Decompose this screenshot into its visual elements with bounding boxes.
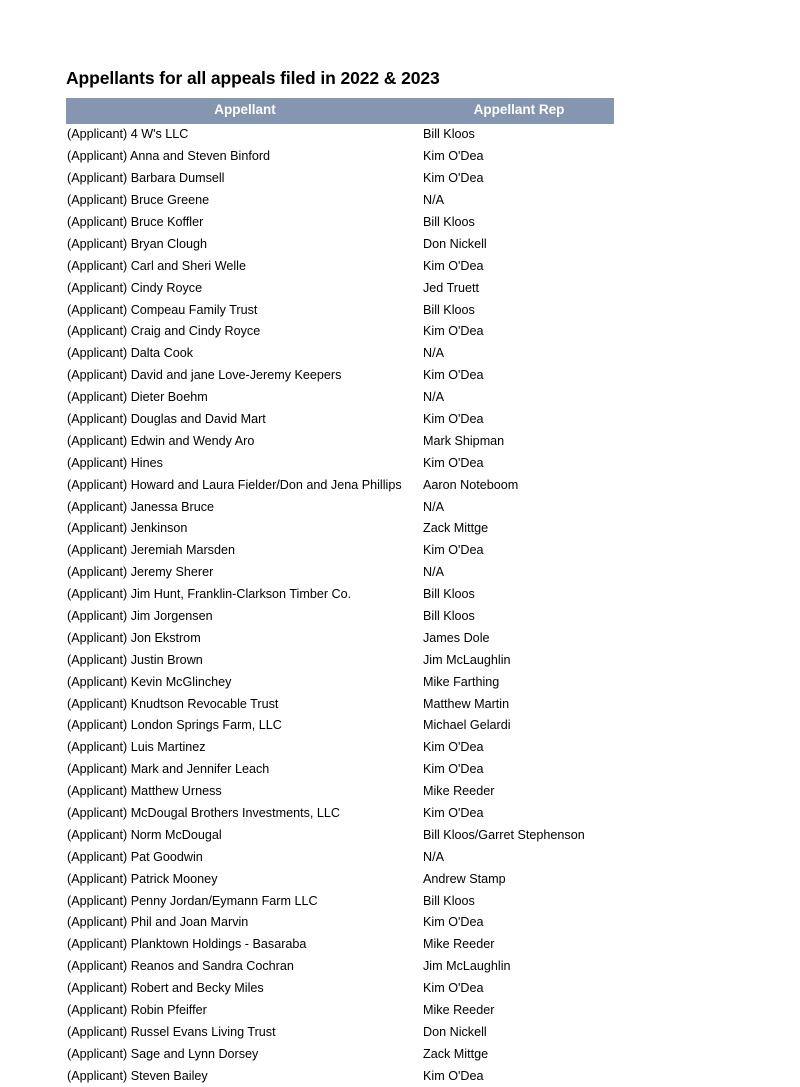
table-row	[66, 496, 614, 518]
cell-appellant: (Applicant) Pat Goodwin	[67, 849, 203, 864]
table-row	[66, 211, 614, 233]
appellant-rep-text: Matthew Martin	[423, 696, 510, 711]
cell-appellant-rep	[424, 605, 614, 627]
table-row	[66, 978, 614, 1000]
cell-appellant: (Applicant) Douglas and David Mart	[67, 411, 266, 426]
table-row	[66, 233, 614, 255]
cell-appellant: (Applicant) Bryan Clough	[67, 236, 208, 251]
cell-appellant-rep	[424, 168, 614, 190]
cell-appellant-rep	[424, 430, 614, 452]
cell-appellant-rep	[424, 978, 614, 1000]
cell-appellant: (Applicant) Patrick Mooney	[67, 871, 218, 886]
cell-appellant: (Applicant) Edwin and Wendy Aro	[67, 433, 255, 448]
appellant-rep-text: Andrew Stamp	[423, 871, 506, 886]
table-row	[66, 430, 614, 452]
appellants-table	[66, 98, 614, 1087]
cell-appellant: (Applicant) Russel Evans Living Trust	[67, 1024, 276, 1039]
table-row	[66, 890, 614, 912]
table-row	[66, 912, 614, 934]
cell-appellant-rep	[424, 715, 614, 737]
table-row	[66, 649, 614, 671]
table-header	[66, 98, 614, 124]
cell-appellant-rep	[424, 474, 614, 496]
appellant-rep-text: Kim O'Dea	[423, 805, 484, 820]
page-title: Appellants for all appeals filed in 2022 & 2023	[66, 68, 440, 88]
appellant-rep-text: Jim McLaughlin	[423, 959, 511, 974]
table-row	[66, 365, 614, 387]
cell-appellant-rep	[424, 562, 614, 584]
table-row	[66, 868, 614, 890]
appellant-rep-text: Mike Farthing	[423, 674, 500, 689]
appellant-rep-text: Kim O'Dea	[423, 762, 484, 777]
table-row	[66, 627, 614, 649]
appellant-rep-text: Bill Kloos/Garret Stephenson	[423, 827, 585, 842]
table-row	[66, 540, 614, 562]
cell-appellant-rep	[424, 737, 614, 759]
cell-appellant-rep	[424, 956, 614, 978]
cell-appellant: (Applicant) Jeremiah Marsden	[67, 543, 235, 558]
cell-appellant-rep	[424, 540, 614, 562]
table-row	[66, 321, 614, 343]
appellant-rep-text: Jim McLaughlin	[423, 652, 511, 667]
appellant-rep-text: Don Nickell	[423, 1024, 487, 1039]
table-row	[66, 1043, 614, 1065]
cell-appellant: (Applicant) London Springs Farm, LLC	[67, 718, 282, 733]
table-row	[66, 299, 614, 321]
table-row	[66, 474, 614, 496]
appellant-rep-text: Bill Kloos	[423, 302, 475, 317]
cell-appellant-rep	[424, 365, 614, 387]
cell-appellant: (Applicant) Luis Martinez	[67, 740, 206, 755]
table-row	[66, 146, 614, 168]
cell-appellant: (Applicant) Mark and Jennifer Leach	[67, 762, 270, 777]
cell-appellant-rep	[424, 299, 614, 321]
cell-appellant: (Applicant) Robert and Becky Miles	[67, 981, 264, 996]
column-header-appellant-rep: Appellant Rep	[424, 98, 614, 124]
table-body	[66, 124, 614, 1087]
table-row	[66, 737, 614, 759]
cell-appellant-rep	[424, 649, 614, 671]
appellant-rep-text: Kim O'Dea	[423, 1068, 484, 1083]
appellant-rep-text: Bill Kloos	[423, 214, 475, 229]
cell-appellant-rep	[424, 146, 614, 168]
appellant-rep-text: Kim O'Dea	[423, 149, 484, 164]
table-row	[66, 584, 614, 606]
cell-appellant-rep	[424, 802, 614, 824]
appellant-rep-text: Kim O'Dea	[423, 411, 484, 426]
cell-appellant-rep	[424, 627, 614, 649]
cell-appellant-rep	[424, 934, 614, 956]
cell-appellant: (Applicant) Steven Bailey	[67, 1068, 208, 1083]
cell-appellant: (Applicant) Jenkinson	[67, 521, 188, 536]
cell-appellant: (Applicant) Dalta Cook	[67, 346, 193, 361]
cell-appellant-rep	[424, 387, 614, 409]
table-row	[66, 255, 614, 277]
cell-appellant: (Applicant) Penny Jordan/Eymann Farm LLC	[67, 893, 318, 908]
table-row	[66, 343, 614, 365]
table-row	[66, 802, 614, 824]
cell-appellant-rep	[424, 343, 614, 365]
appellant-rep-text: N/A	[423, 565, 444, 580]
cell-appellant: (Applicant) Jim Jorgensen	[67, 608, 213, 623]
cell-appellant: (Applicant) David and jane Love-Jeremy Keepers	[67, 368, 342, 383]
appellant-rep-text: Kim O'Dea	[423, 740, 484, 755]
cell-appellant: (Applicant) Dieter Boehm	[67, 390, 208, 405]
table-row	[66, 277, 614, 299]
appellant-rep-text: Mark Shipman	[423, 433, 505, 448]
cell-appellant: (Applicant) Janessa Bruce	[67, 499, 214, 514]
cell-appellant: (Applicant) Kevin McGlinchey	[67, 674, 232, 689]
cell-appellant: (Applicant) Compeau Family Trust	[67, 302, 258, 317]
cell-appellant-rep	[424, 912, 614, 934]
table-row	[66, 956, 614, 978]
appellant-rep-text: N/A	[423, 499, 444, 514]
appellant-rep-text: Kim O'Dea	[423, 915, 484, 930]
cell-appellant: (Applicant) Barbara Dumsell	[67, 171, 225, 186]
appellant-rep-text: Bill Kloos	[423, 893, 475, 908]
table-header-row	[66, 98, 614, 124]
table-row	[66, 934, 614, 956]
appellant-rep-text: Kim O'Dea	[423, 543, 484, 558]
appellant-rep-text: Zack Mittge	[423, 521, 489, 536]
cell-appellant-rep	[424, 1021, 614, 1043]
cell-appellant-rep	[424, 824, 614, 846]
cell-appellant: (Applicant) Jeremy Sherer	[67, 565, 214, 580]
cell-appellant-rep	[424, 781, 614, 803]
cell-appellant: (Applicant) Anna and Steven Binford	[67, 149, 271, 164]
table-row	[66, 605, 614, 627]
cell-appellant-rep	[424, 846, 614, 868]
cell-appellant-rep	[424, 124, 614, 146]
cell-appellant: (Applicant) Bruce Greene	[67, 193, 210, 208]
appellant-rep-text: Kim O'Dea	[423, 455, 484, 470]
cell-appellant: (Applicant) Howard and Laura Fielder/Don and Jena Phillips	[67, 477, 402, 492]
cell-appellant-rep	[424, 868, 614, 890]
cell-appellant-rep	[424, 321, 614, 343]
table-row	[66, 781, 614, 803]
appellant-rep-text: N/A	[423, 849, 444, 864]
cell-appellant-rep	[424, 671, 614, 693]
cell-appellant-rep	[424, 1000, 614, 1022]
table-row	[66, 518, 614, 540]
cell-appellant-rep	[424, 452, 614, 474]
cell-appellant-rep	[424, 1043, 614, 1065]
appellant-rep-text: N/A	[423, 346, 444, 361]
appellant-rep-text: Jed Truett	[423, 280, 480, 295]
cell-appellant-rep	[424, 496, 614, 518]
appellant-rep-text: Kim O'Dea	[423, 368, 484, 383]
cell-appellant-rep	[424, 1065, 614, 1087]
appellant-rep-text: Michael Gelardi	[423, 718, 511, 733]
cell-appellant: (Applicant) Craig and Cindy Royce	[67, 324, 261, 339]
cell-appellant: (Applicant) Knudtson Revocable Trust	[67, 696, 279, 711]
cell-appellant: (Applicant) Robin Pfeiffer	[67, 1003, 207, 1017]
table-row	[66, 1021, 614, 1043]
appellant-rep-text: Don Nickell	[423, 236, 487, 251]
appellant-rep-text: Bill Kloos	[423, 587, 475, 602]
table-row	[66, 824, 614, 846]
table-row	[66, 1065, 614, 1087]
table-row	[66, 759, 614, 781]
table-row	[66, 168, 614, 190]
cell-appellant-rep	[424, 693, 614, 715]
appellant-rep-text: Kim O'Dea	[423, 258, 484, 273]
table-row	[66, 408, 614, 430]
table-row	[66, 562, 614, 584]
appellant-rep-text: Aaron Noteboom	[423, 477, 519, 492]
cell-appellant-rep	[424, 211, 614, 233]
appellant-rep-text: N/A	[423, 193, 444, 208]
cell-appellant-rep	[424, 890, 614, 912]
table-row	[66, 671, 614, 693]
table-row	[66, 190, 614, 212]
appellant-rep-text: N/A	[423, 390, 444, 405]
cell-appellant: (Applicant) Matthew Urness	[67, 784, 222, 799]
cell-appellant: (Applicant) Justin Brown	[67, 652, 203, 667]
table-row	[66, 1000, 614, 1022]
cell-appellant-rep	[424, 584, 614, 606]
cell-appellant-rep	[424, 277, 614, 299]
cell-appellant-rep	[424, 233, 614, 255]
cell-appellant: (Applicant) Bruce Koffler	[67, 214, 204, 229]
appellant-rep-text: Mike Reeder	[423, 784, 495, 799]
appellant-rep-text: James Dole	[423, 630, 490, 645]
appellant-rep-text: Kim O'Dea	[423, 171, 484, 186]
cell-appellant: (Applicant) Planktown Holdings - Basaraba	[67, 937, 307, 952]
appellant-rep-text: Mike Reeder	[423, 1003, 495, 1017]
table-row	[66, 124, 614, 146]
cell-appellant: (Applicant) Sage and Lynn Dorsey	[67, 1046, 259, 1061]
cell-appellant: (Applicant) Phil and Joan Marvin	[67, 915, 249, 930]
table-row	[66, 715, 614, 737]
cell-appellant-rep	[424, 190, 614, 212]
cell-appellant-rep	[424, 255, 614, 277]
table-row	[66, 387, 614, 409]
cell-appellant: (Applicant) Carl and Sheri Welle	[67, 258, 246, 273]
table-row	[66, 846, 614, 868]
cell-appellant: (Applicant) Cindy Royce	[67, 280, 203, 295]
column-header-appellant: Appellant	[66, 98, 424, 124]
appellant-rep-text: Kim O'Dea	[423, 324, 484, 339]
cell-appellant: (Applicant) 4 W's LLC	[67, 127, 189, 142]
appellant-rep-text: Mike Reeder	[423, 937, 495, 952]
cell-appellant: (Applicant) Jon Ekstrom	[67, 630, 201, 645]
cell-appellant: (Applicant) McDougal Brothers Investments, LLC	[67, 805, 340, 820]
cell-appellant: (Applicant) Norm McDougal	[67, 827, 222, 842]
cell-appellant-rep	[424, 759, 614, 781]
table-row	[66, 693, 614, 715]
cell-appellant: (Applicant) Jim Hunt, Franklin-Clarkson Timber Co.	[67, 587, 352, 602]
appellant-rep-text: Bill Kloos	[423, 127, 475, 142]
appellant-rep-text: Kim O'Dea	[423, 981, 484, 996]
cell-appellant: (Applicant) Hines	[67, 455, 163, 470]
appellant-rep-text: Bill Kloos	[423, 608, 475, 623]
cell-appellant-rep	[424, 518, 614, 540]
appellant-rep-text: Zack Mittge	[423, 1046, 489, 1061]
table-row	[66, 452, 614, 474]
cell-appellant: (Applicant) Reanos and Sandra Cochran	[67, 959, 294, 974]
cell-appellant-rep	[424, 408, 614, 430]
